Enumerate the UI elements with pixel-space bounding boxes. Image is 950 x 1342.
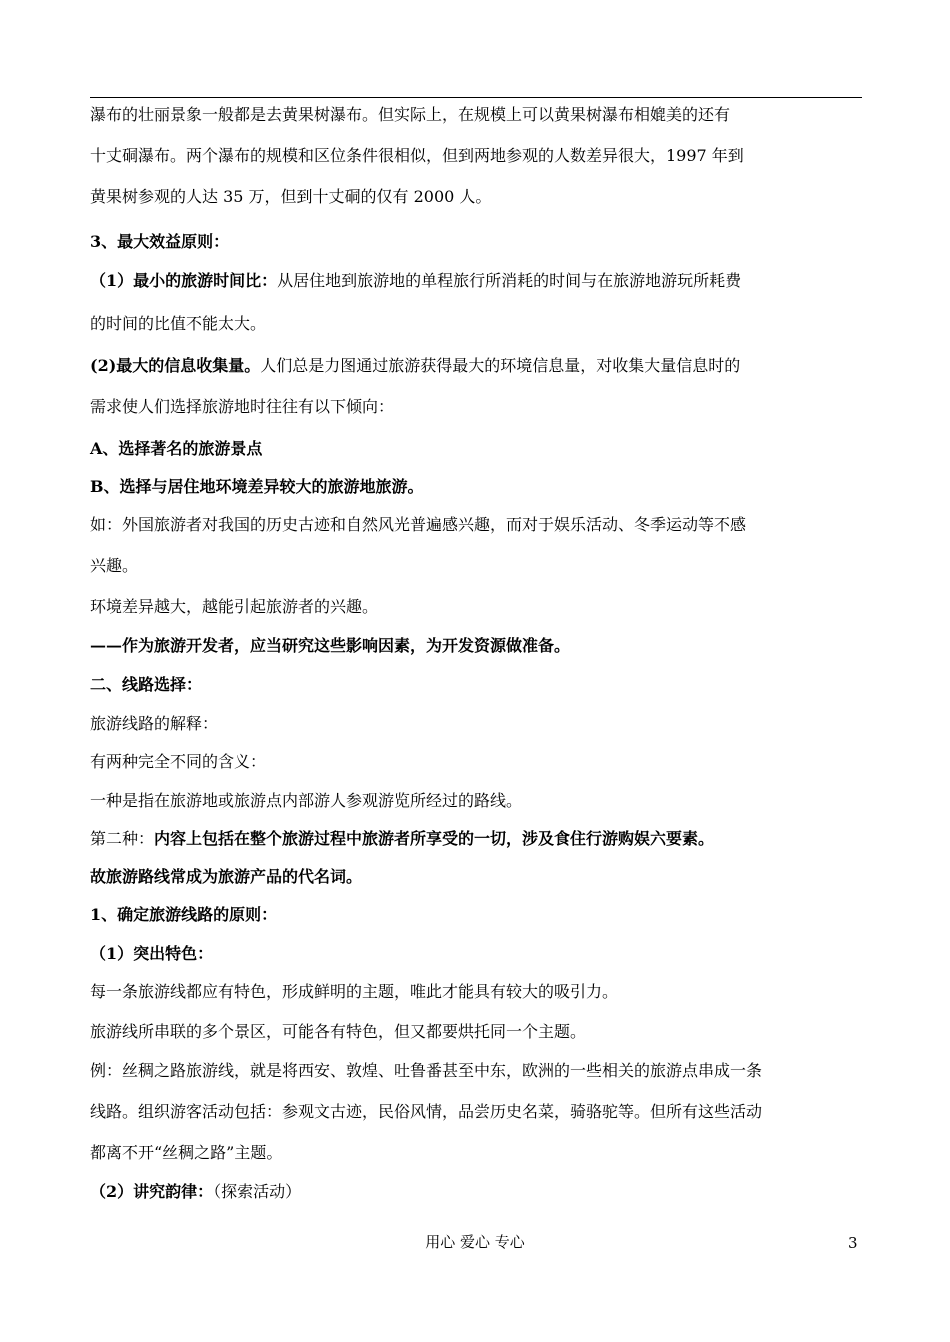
bold-text: 二、线路选择：	[90, 675, 203, 694]
text-line	[90, 1181, 301, 1203]
body-text: 如：外国旅游者对我国的历史古迹和自然风光普遍感兴趣，而对于娱乐活动、冬季运动等不感	[90, 515, 747, 534]
body-text: 从居住地到旅游地的单程旅行所消耗的时间与在旅游地游玩所耗费	[277, 271, 742, 290]
text-line	[90, 396, 394, 418]
text-line	[90, 1060, 762, 1082]
bold-text: ——作为旅游开发者，应当研究这些影响因素，为开发资源做准备。	[90, 636, 571, 655]
text-line	[90, 555, 138, 577]
text-line	[90, 476, 424, 498]
text-line	[90, 270, 741, 292]
text-line	[90, 828, 714, 850]
footer-slogan: 用心 爱心 专心	[425, 1233, 525, 1251]
body-text: 线路。组织游客活动包括：参观文古迹，民俗风情，品尝历史名菜，骑骆驼等。但所有这些活动	[90, 1102, 763, 1121]
body-text: 有两种完全不同的含义：	[90, 752, 267, 771]
text-line	[90, 438, 262, 460]
text-line	[90, 866, 362, 888]
body-text: 都离不开“丝稠之路”主题。	[90, 1143, 283, 1162]
bold-text: 1、确定旅游线路的原则：	[90, 905, 278, 924]
body-text: 每一条旅游线都应有特色，形成鲜明的主题，唯此才能具有较大的吸引力。	[90, 982, 619, 1001]
body-text: 兴趣。	[90, 556, 139, 575]
text-line	[90, 713, 218, 735]
bold-text: B、选择与居住地环境差异较大的旅游地旅游。	[90, 477, 424, 496]
body-text: 人们总是力图通过旅游获得最大的环境信息量，对收集大量信息时的	[260, 356, 741, 375]
body-text: 的时间的比值不能太大。	[90, 314, 267, 333]
header-rule	[90, 97, 862, 98]
text-line	[90, 981, 618, 1003]
body-text: 需求使人们选择旅游地时往往有以下倾向：	[90, 397, 395, 416]
text-line	[90, 1021, 586, 1043]
body-text: 例：丝稠之路旅游线，就是将西安、敦煌、吐鲁番甚至中东，欧洲的一些相关的旅游点串成一条	[90, 1061, 763, 1080]
text-line	[90, 1101, 762, 1123]
text-line	[90, 790, 522, 812]
bold-text: （1）突出特色：	[90, 944, 214, 963]
body-text: 第二种：	[90, 829, 155, 848]
text-line	[90, 751, 266, 773]
page-number: 3	[848, 1234, 858, 1252]
body-text: 瀑布的壮丽景象一般都是去黄果树瀑布。但实际上，在规模上可以黄果树瀑布相媲美的还有	[90, 105, 731, 124]
bold-text: 内容上包括在整个旅游过程中旅游者所享受的一切，涉及食住行游购娱六要素。	[154, 829, 715, 848]
text-line	[90, 943, 213, 965]
text-line	[90, 514, 746, 536]
body-text: 旅游线路的解释：	[90, 714, 219, 733]
body-text: 十丈硐瀑布。两个瀑布的规模和区位条件很相似，但到两地参观的人数差异很大，1997 年到	[90, 146, 744, 165]
text-line	[90, 313, 266, 335]
text-line	[90, 596, 378, 618]
bold-text: 3、最大效益原则：	[90, 232, 230, 251]
bold-text: A、选择著名的旅游景点	[90, 439, 263, 458]
body-text: （探索活动）	[213, 1182, 302, 1201]
text-line	[90, 231, 229, 253]
text-line	[90, 104, 730, 126]
text-line	[90, 186, 491, 208]
bold-text: (2)最大的信息收集量。	[90, 356, 261, 375]
body-text: 一种是指在旅游地或旅游点内部游人参观游览所经过的路线。	[90, 791, 523, 810]
text-line	[90, 145, 744, 167]
text-line	[90, 904, 277, 926]
bold-text: （1）最小的旅游时间比：	[90, 271, 278, 290]
text-line	[90, 1142, 282, 1164]
body-text: 旅游线所串联的多个景区，可能各有特色，但又都要烘托同一个主题。	[90, 1022, 587, 1041]
body-text: 环境差异越大，越能引起旅游者的兴趣。	[90, 597, 379, 616]
body-text: 黄果树参观的人达 35 万，但到十丈硐的仅有 2000 人。	[90, 187, 492, 206]
bold-text: 故旅游路线常成为旅游产品的代名词。	[90, 867, 363, 886]
text-line	[90, 635, 570, 657]
text-line	[90, 355, 740, 377]
text-line	[90, 674, 202, 696]
bold-text: （2）讲究韵律：	[90, 1182, 214, 1201]
